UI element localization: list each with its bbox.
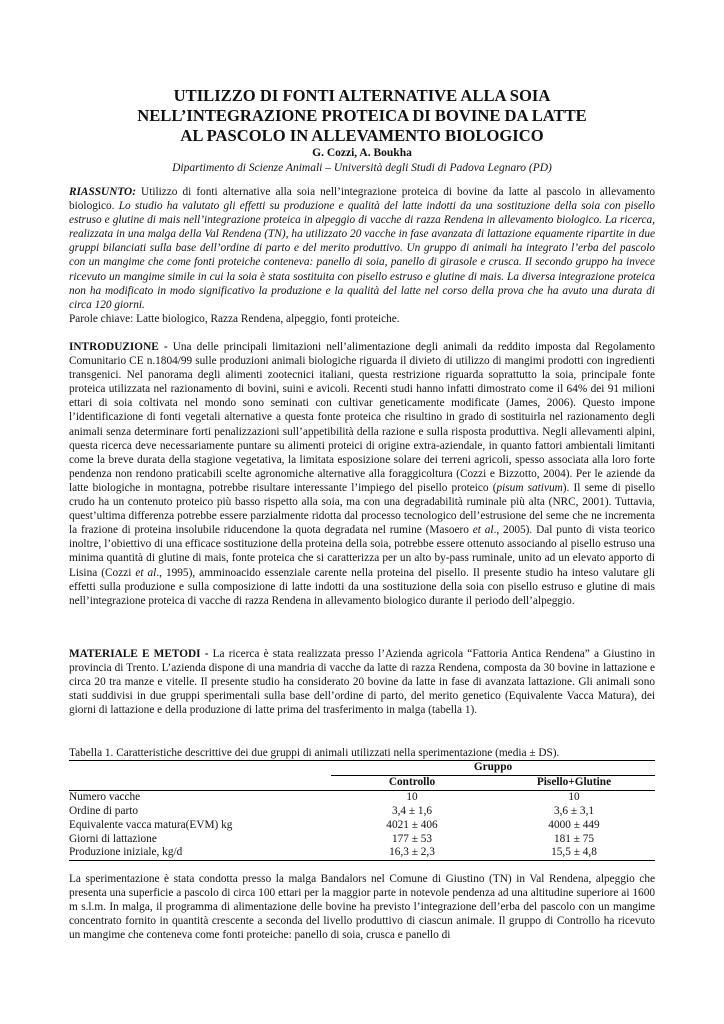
table-row <box>69 846 655 860</box>
methods-section <box>69 647 655 717</box>
methods-label: MATERIALE E METODI - <box>69 648 209 660</box>
cell-pisello-glutine: 3,6 ± 3,1 <box>553 804 595 817</box>
cell-pisello-glutine: 181 ± 75 <box>553 832 595 845</box>
table-row <box>69 819 655 833</box>
introduction-italic-1: pisum sativum <box>496 481 563 494</box>
characteristics-table <box>69 760 655 861</box>
keywords: Parole chiave: Latte biologico, Razza Rendena, alpeggio, fonti proteiche. <box>69 312 400 325</box>
table-row <box>69 833 655 847</box>
introduction-italic-2: et al <box>472 524 494 537</box>
introduction-text-4: ., 1995), amminoacido essenziale carente nella proteina del pisello. Il presente studio ha inteso valutare gli effetti sulla produzione e sulla composizione di latte indotti da una sostituzione della soia con pisello estruso e glutine di mais nell’integrazione proteica di vacche di razza Rendena in allevamento biologico durante il periodo dell’alpeggio. <box>69 566 655 607</box>
introduction-text-1: Una delle principali limitazioni nell’alimentazione degli animali da reddito imposta dal Regolamento Comunitario CE n.1804/99 sulle produzioni animali biologiche riguarda il divieto di utilizzo di mangimi prodotti con ingredienti transgenici. Nel panorama degli alimenti zootecnici italiani, questa restrizione riguarda soprattutto la soia, principale fonte proteica utilizzata nel razionamento di bovini, suini e avicoli. Recenti studi hanno infatti dimostrato come il 64% dei 91 milioni ettari di soia coltivata nel mondo sono seminati con cultivar geneticamente modificate (James, 2006). Questo impone l’identificazione di fonti vegetali alternative a questa fonte proteica che risultino in grado di sostituirla nel razionamento degli animali senza determinare forti penalizzazioni sull’appetibilità della razione e sulla risposta produttiva. Negli allevamenti alpini, questa ricerca deve necessariamente puntare su alimenti proteici di origine extra-aziendale, in quanto fattori ambientali limitanti come la breve durata della stagione vegetativa, la limitata esposizione solare dei terreni agricoli, spesso associata alla loro forte pendenza non rendono praticabili scelte agronomiche alternative alla foraggicoltura (Cozzi e Bizzotto, 2004). Per le aziende da latte biologiche in montagna, potrebbe risultare interessante l’impiego del pisello proteico ( <box>69 341 655 494</box>
table-group-row <box>69 761 655 776</box>
table-caption: Tabella 1. Caratteristiche descrittive dei due gruppi di animali utilizzati nella sperimentazione (media ± DS). <box>69 747 560 759</box>
authors: G. Cozzi, A. Boukha <box>312 147 412 159</box>
affiliation: Dipartimento di Scienze Animali – Università degli Studi di Padova Legnaro (PD) <box>172 162 552 174</box>
introduction-section <box>69 340 655 608</box>
closing-paragraph: La sperimentazione è stata condotta presso la malga Bandalors nel Comune di Giustino (TN) in Val Rendena, alpeggio che presenta una superficie a pascolo di circa 100 ettari per la maggior parte in notevole pendenza ad una altitudine superiore ai 1600 m s.l.m. In malga, il programma di alimentazione delle bovine ha previsto l’integrazione dell’erba del pascolo con un mangime concentrato fornito in quantità crescente a seconda del livello produttivo di ciascun animale. Il gruppo di Controllo ha ricevuto un mangime che conteneva come fonti proteiche: panello di soia, crusca e panello di <box>69 873 655 942</box>
group-header: Gruppo <box>331 761 655 776</box>
cell-pisello-glutine: 15,5 ± 4,8 <box>493 846 655 860</box>
row-label: Ordine di parto <box>69 804 139 817</box>
introduction-italic-3: et al <box>135 566 157 579</box>
methods-text: La ricerca è stata realizzata presso l’Azienda agricola “Fattoria Antica Rendena” a Giustino in provincia di Trento. L’azienda dispone di una mandria di vacche da latte di razza Rendena, composta da 30 bovine in lattazione e circa 20 tra manze e vitelle. Il presente studio ha considerato 20 bovine da latte in fase di avanzata lattazione. Gli animali sono stati suddivisi in due gruppi sperimentali sulla base dell’ordine di parto, del merito genetico (Equivalente Vacca Matura), dei giorni di lattazione e della produzione di latte prima del trasferimento in malga (tabella 1). <box>69 648 655 717</box>
title-line-2: NELL’INTEGRAZIONE PROTEICA DI BOVINE DA LATTE <box>137 106 587 125</box>
introduction-text-3: ., 2005). Dal punto di vista teorico inoltre, l’obiettivo di una efficace sostituzione della proteina della soia, potrebbe essere ottenuto associando al pisello estruso una minima quantità di glutine di mais, fonte proteica che si caratterizza per un alto by-pass ruminale, unito ad un elevato apporto di Lisina (Cozzi <box>69 524 656 579</box>
abstract-paragraph <box>69 185 655 312</box>
title-line-3: AL PASCOLO IN ALLEVAMENTO BIOLOGICO <box>180 126 544 145</box>
row-label: Giorni di lattazione <box>69 832 157 845</box>
abstract-label: RIASSUNTO: <box>69 186 136 198</box>
column-header-pisello-glutine: Pisello+Glutine <box>493 775 655 790</box>
abstract-text-plain: Utilizzo di fonti alternative alla soia nell’integrazione proteica di bovine da latte al pascolo in allevamento biologico. <box>69 186 655 213</box>
introduction-label: INTRODUZIONE - <box>69 341 168 353</box>
cell-pisello-glutine: 10 <box>568 790 580 803</box>
row-label: Produzione iniziale, kg/d <box>69 846 331 860</box>
cell-pisello-glutine: 4000 ± 449 <box>548 818 600 831</box>
cell-controllo: 3,4 ± 1,6 <box>391 804 433 817</box>
table-row <box>69 805 655 819</box>
introduction-text-2: ). Il seme di pisello crudo ha un contenuto proteico più basso rispetto alla soia, ma con una degradabilità ruminale più alta (NRC, 2001). Tuttavia, quest’ultima differenza potrebbe essere parzialmente ridotta dal processo tecnologico dell’estrusione del seme che ne incrementa la frazione di proteina insolubile riducendone la quota degradata nel rumine (Masoero <box>69 481 656 537</box>
abstract-section <box>69 185 655 326</box>
cell-controllo: 10 <box>406 790 418 803</box>
table-header-row <box>69 775 655 790</box>
abstract-text-italic: Lo studio ha valutato gli effetti su produzione e qualità del latte indotti da una sostituzione della soia con pisello estruso e glutine di mais nell’integrazione proteica in alpeggio di vacche di razza Rendena in allevamento biologico. La ricerca, realizzata in una malga della Val Rendena (TN), ha utilizzato 20 vacche in fase avanzata di lattazione equamente ripartite in due gruppi bilanciati sulla base dell’ordine di parto e del merito produttivo. Un gruppo di animali ha integrato l’erba del pascolo con un mangime che come fonti proteiche conteneva: panello di soia, panello di girasole e crusca. Il secondo gruppo ha invece ricevuto un mangime simile in cui la soia è stata sostituita con pisello estruso e glutine di mais. La diversa integrazione proteica non ha modificato in modo significativo la produzione e la qualità del latte nel corso della prova che ha avuto una durata di circa 120 giorni. <box>69 200 655 311</box>
column-header-controllo: Controllo <box>331 775 493 790</box>
row-label: Numero vacche <box>69 790 141 803</box>
cell-controllo: 4021 ± 406 <box>386 818 438 831</box>
cell-controllo: 16,3 ± 2,3 <box>331 846 493 860</box>
table-row <box>69 790 655 804</box>
cell-controllo: 177 ± 53 <box>391 832 433 845</box>
paper-title <box>60 86 664 146</box>
title-line-1: UTILIZZO DI FONTI ALTERNATIVE ALLA SOIA <box>173 86 551 105</box>
row-label: Equivalente vacca matura(EVM) kg <box>69 818 233 831</box>
